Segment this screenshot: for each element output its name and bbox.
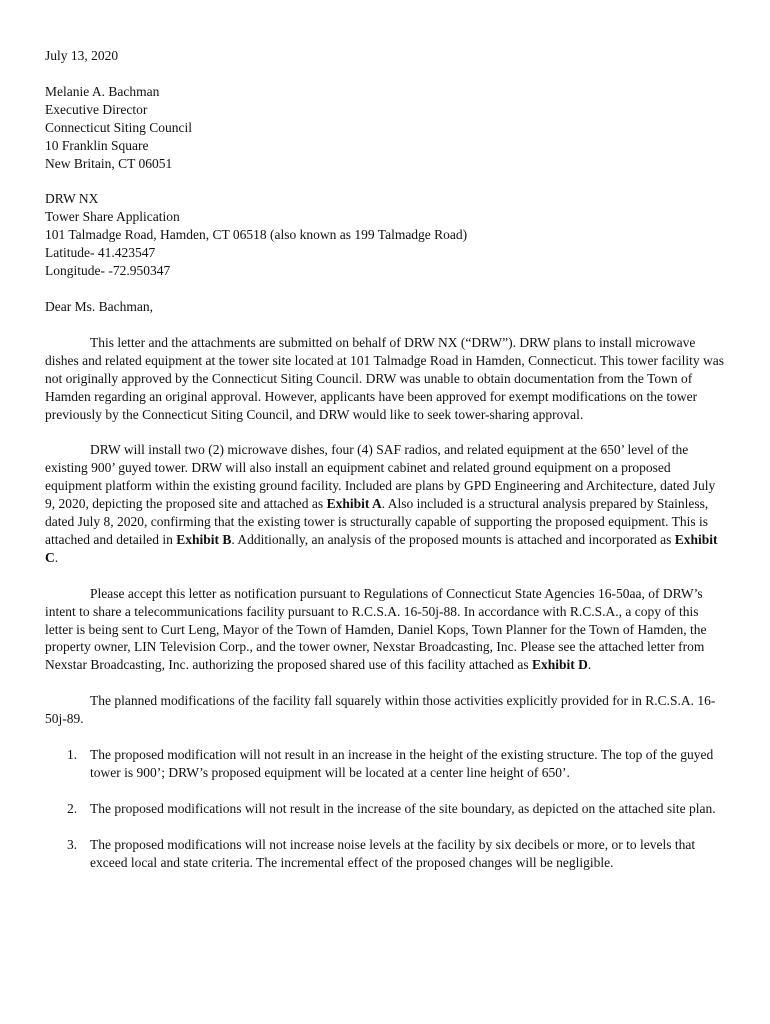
recipient-name: Melanie A. Bachman [45,83,160,99]
paragraph-equipment-text-b: . Also included is a structural analysis prepared by Stainless, dated July 8, 2020, confirming that the existing tower is structurally capable of supporting the proposed equipment. This is attached and detailed in [45,496,709,547]
subject-latitude: Latitude- 41.423547 [45,245,156,261]
list-item-text: The proposed modifications will not increase noise levels at the facility by six decibels or more, or to levels that exceed local and state criteria. The incremental effect of the proposed changes will be negligible. [90,836,696,870]
subject-longitude: Longitude- -72.950347 [45,263,171,279]
salutation [45,298,725,316]
list-item-number: 2. [67,800,78,816]
subject-application-type: Tower Share Application [45,209,180,225]
salutation-text: Dear Ms. Bachman, [45,298,153,314]
letter-date [45,47,725,65]
recipient-street: 10 Franklin Square [45,137,149,153]
list-item-number: 1. [67,747,78,763]
modifications-list [45,746,725,872]
recipient-city: New Britain, CT 06051 [45,155,173,171]
list-item-number: 3. [67,836,78,852]
paragraph-notification [45,585,725,675]
list-item-text: The proposed modifications will not result in the increase of the site boundary, as depicted on the attached site plan. [90,800,716,816]
paragraph-equipment [45,441,725,566]
exhibit-a-ref: Exhibit A [326,496,382,512]
paragraph-equipment-text-a: DRW will install two (2) microwave dishes, four (4) SAF radios, and related equipment at the 650’ level of the existing 900’ guyed tower. DRW will also install an equipment cabinet and related ground equipment on a proposed equipment platform within the existing ground facility. Included are plans by GPD Engineering and Architecture, dated July 9, 2020, depicting the proposed site and attached as [45,442,716,512]
paragraph-modifications: The planned modifications of the facility fall squarely within those activities explicitly provided for in R.C.S.A. 16-50j-89. [45,693,716,727]
paragraph-equipment-text-d: . [54,549,59,565]
paragraph-notification-text-b: . [587,657,592,673]
exhibit-b-ref: Exhibit B [176,531,232,547]
exhibit-c-ref: Exhibit C [45,531,718,565]
paragraph-equipment-text-c: . Additionally, an analysis of the proposed mounts is attached and incorporated as [231,531,675,547]
recipient-title: Executive Director [45,101,148,117]
list-item [45,746,725,782]
list-item-text: The proposed modification will not result in an increase in the height of the existing structure. The top of the guyed tower is 900’; DRW’s proposed equipment will be located at a center line height of 650’. [90,747,714,780]
list-item [45,836,725,872]
recipient-address [45,83,725,173]
subject-applicant: DRW NX [45,191,99,207]
date-text: July 13, 2020 [45,48,119,63]
exhibit-d-ref: Exhibit D [531,657,588,673]
recipient-organization: Connecticut Siting Council [45,119,192,135]
subject-site-address: 101 Talmadge Road, Hamden, CT 06518 (also known as 199 Talmadge Road) [45,227,468,243]
paragraph-notification-text-a: Please accept this letter as notification pursuant to Regulations of Connecticut State Agencies 16-50aa, of DRW’s intent to share a telecommunications facility pursuant to R.C.S.A. 16-50j-88. In accordance with R.C.S.A., a copy of this letter is being sent to Curt Leng, Mayor of the Town of Hamden, Daniel Kops, Town Planner for the Town of Hamden, the property owner, LIN Television Corp., and the tower owner, Nexstar Broadcasting, Inc. Please see the attached letter from Nexstar Broadcasting, Inc. authorizing the proposed shared use of this facility attached as [45,585,707,673]
letter-page [45,47,725,872]
list-item [45,800,725,818]
subject-block [45,190,725,280]
paragraph-intro: This letter and the attachments are submitted on behalf of DRW NX (“DRW”). DRW plans to install microwave dishes and related equipment at the tower site located at 101 Talmadge Road in Hamden, Connecticut. This tower facility was not originally approved by the Connecticut Siting Council. DRW was unable to obtain documentation from the Town of Hamden regarding an original approval. However, applicants have been approved for exempt modifications on the tower previously by the Connecticut Siting Council, and DRW would like to seek tower-sharing approval. [45,334,724,422]
